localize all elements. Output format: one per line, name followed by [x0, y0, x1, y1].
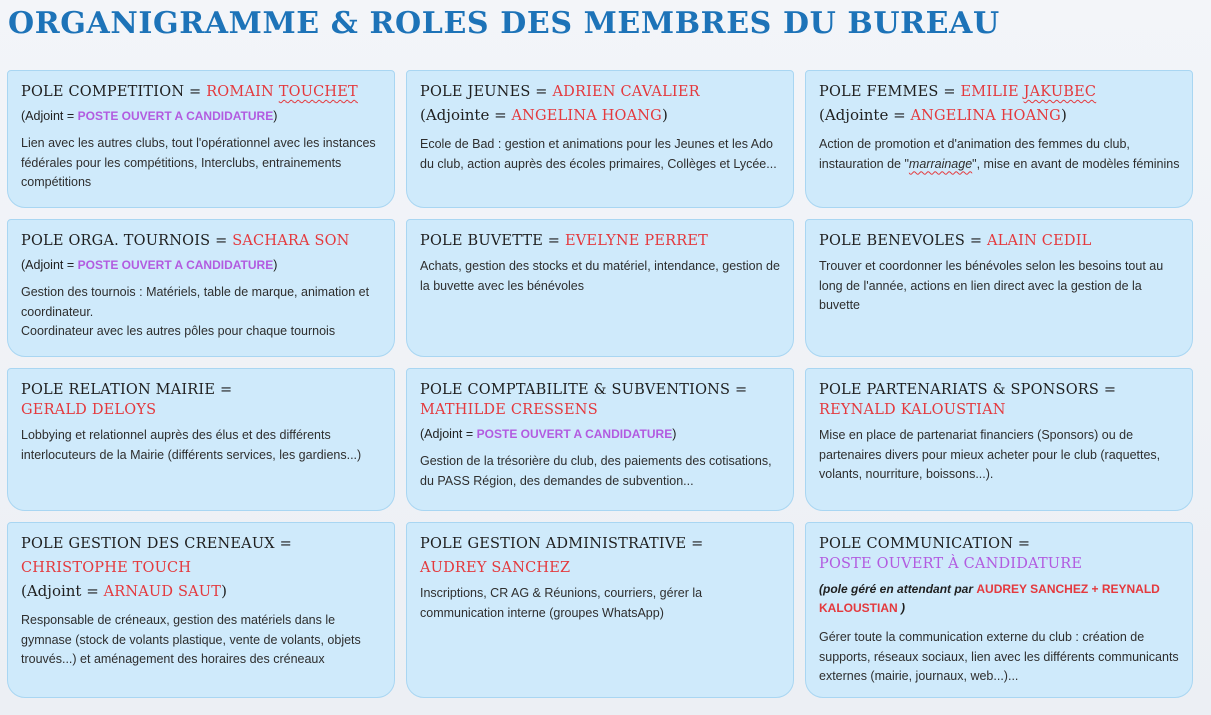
pole-card-jeunes — [406, 70, 794, 208]
pole-leader-name: ROMAIN — [206, 84, 279, 100]
description-emphasis: marrainage — [908, 156, 973, 171]
pole-leader-name: GERALD DELOYS — [21, 402, 157, 418]
pole-leader-surname: JAKUBEC — [1023, 84, 1097, 100]
adjoint-name: ANGELINA HOANG — [910, 108, 1061, 124]
pole-open-position: POSTE OUVERT À CANDIDATURE — [819, 556, 1083, 572]
pole-title — [420, 534, 781, 578]
pole-card-communication — [805, 522, 1193, 698]
adjoint-name: ANGELINA HOANG — [511, 108, 662, 124]
adjoint-prefix: (Adjoint = — [21, 258, 78, 272]
pole-adjoint — [21, 108, 382, 124]
adjoint-suffix: ) — [273, 109, 278, 123]
pole-card-administrative — [406, 522, 794, 698]
adjoint-open-position: POSTE OUVERT A CANDIDATURE — [77, 109, 274, 123]
pole-leader-surname: TOUCHET — [278, 84, 358, 100]
adjoint-suffix: ) — [672, 427, 677, 441]
adjoint-suffix: ) — [661, 106, 668, 124]
pole-adjoint — [819, 104, 1180, 127]
description-line: Gestion des tournois : Matériels, table de marque, animation et coordinateur. — [21, 285, 370, 319]
adjoint-open-position: POSTE OUVERT A CANDIDATURE — [476, 427, 673, 441]
pole-label: POLE COMPTABILITE & SUBVENTIONS = — [420, 382, 748, 398]
pole-title — [21, 534, 382, 578]
pole-title — [21, 82, 382, 102]
adjoint-prefix: (Adjointe = — [420, 106, 512, 124]
pole-adjoint — [21, 580, 382, 603]
pole-description: Lobbying et relationnel auprès des élus et des différents interlocuteurs de la Mairie (différents services, les gardiens...) — [21, 428, 362, 462]
pole-description: Mise en place de partenariat financiers (Sponsors) ou de partenaires divers pour mieux acheter pour le club (raquettes, volants, nourriture, boissons...). — [819, 428, 1161, 481]
pole-description: Achats, gestion des stocks et du matériel, intendance, gestion de la buvette avec les bénévoles — [420, 259, 780, 293]
adjoint-prefix: (Adjoint = — [420, 427, 477, 441]
note-suffix: ) — [897, 601, 906, 615]
pole-title — [21, 380, 382, 420]
pole-adjoint — [420, 104, 781, 127]
pole-title — [420, 82, 781, 102]
pole-description: Responsable de créneaux, gestion des matériels dans le gymnase (stock de volants plastique, vente de volants, objets trouvés...) et aménagement des horaires des créneaux — [21, 613, 361, 666]
pole-title — [21, 231, 382, 251]
pole-description: Trouver et coordonner les bénévoles selon les besoins tout au long de l'année, actions en lien direct avec la gestion de la buvette — [819, 259, 1164, 312]
note-prefix: (pole géré en attendant par — [819, 582, 977, 596]
pole-label: POLE BENEVOLES = — [819, 233, 987, 249]
pole-card-partenariats — [805, 368, 1193, 511]
adjoint-prefix: (Adjointe = — [819, 106, 911, 124]
pole-description: Gérer toute la communication externe du club : création de supports, réseaux sociaux, lien avec les différents communicants externes (mairie, journaux, web...)... — [819, 630, 1179, 683]
pole-description — [21, 283, 382, 342]
pole-leader-name: CHRISTOPHE TOUCH — [21, 560, 192, 576]
pole-leader-name: MATHILDE CRESSENS — [420, 402, 598, 418]
pole-adjoint — [420, 426, 781, 442]
pole-leader-name: ALAIN CEDIL — [987, 233, 1092, 249]
pole-leader-name: AUDREY SANCHEZ — [420, 560, 571, 576]
pole-title — [819, 82, 1180, 102]
description-text: ", mise en avant de modèles féminins — [972, 156, 1180, 171]
pole-interim-note — [819, 580, 1180, 618]
adjoint-open-position: POSTE OUVERT A CANDIDATURE — [77, 258, 274, 272]
pole-label: POLE ORGA. TOURNOIS = — [21, 233, 233, 249]
pole-card-buvette — [406, 219, 794, 357]
pole-label: POLE JEUNES = — [420, 84, 553, 100]
pole-label: POLE COMPETITION = — [21, 84, 207, 100]
pole-adjoint — [21, 257, 382, 273]
pole-card-tournois — [7, 219, 395, 357]
pole-leader-name: ADRIEN CAVALIER — [552, 84, 700, 100]
pole-leader-name: EMILIE — [960, 84, 1024, 100]
pole-card-mairie — [7, 368, 395, 511]
pole-card-competition — [7, 70, 395, 208]
description-text: Action de promotion et d'animation des femmes du club, instauration de " — [819, 137, 1130, 171]
pole-description: Ecole de Bad : gestion et animations pour les Jeunes et les Ado du club, action auprès des écoles primaires, Collèges et Lycée... — [420, 137, 777, 171]
pole-description: Gestion de la trésorière du club, des paiements des cotisations, du PASS Région, des demandes de subvention... — [420, 454, 772, 488]
adjoint-name: ARNAUD SAUT — [103, 584, 222, 600]
adjoint-suffix: ) — [273, 258, 278, 272]
org-chart-grid — [7, 70, 1194, 702]
pole-label: POLE GESTION ADMINISTRATIVE = — [420, 536, 704, 552]
pole-description — [819, 135, 1180, 174]
pole-label: POLE FEMMES = — [819, 84, 961, 100]
adjoint-suffix: ) — [221, 582, 227, 600]
adjoint-suffix: ) — [1060, 106, 1067, 124]
pole-label: POLE PARTENARIATS & SPONSORS = — [819, 382, 1117, 398]
pole-title — [819, 534, 1180, 574]
pole-leader-name: REYNALD KALOUSTIAN — [819, 402, 1006, 418]
pole-title — [420, 231, 781, 251]
pole-title — [819, 380, 1180, 420]
pole-label: POLE RELATION MAIRIE = — [21, 382, 233, 398]
pole-card-femmes — [805, 70, 1193, 208]
pole-card-benevoles — [805, 219, 1193, 357]
pole-label: POLE GESTION DES CRENEAUX = — [21, 536, 292, 552]
pole-title — [819, 231, 1180, 251]
pole-card-comptabilite — [406, 368, 794, 511]
pole-description: Inscriptions, CR AG & Réunions, courriers, gérer la communication interne (groupes WhatsApp) — [420, 586, 703, 620]
pole-card-creneaux — [7, 522, 395, 698]
pole-description: Lien avec les autres clubs, tout l'opérationnel avec les instances fédérales pour les compétitions, Interclubs, entrainements compétitions — [21, 136, 376, 189]
adjoint-prefix: (Adjoint = — [21, 582, 104, 600]
pole-label: POLE COMMUNICATION = — [819, 536, 1031, 552]
pole-label: POLE BUVETTE = — [420, 233, 565, 249]
description-line: Coordinateur avec les autres pôles pour chaque tournois — [21, 324, 336, 338]
page-title: ORGANIGRAMME & ROLES DES MEMBRES DU BUREAU — [8, 6, 1000, 41]
note-interim-names: AUDREY SANCHEZ + REYNALD KALOUSTIAN — [819, 582, 1160, 615]
pole-leader-name: SACHARA SON — [232, 233, 350, 249]
adjoint-prefix: (Adjoint = — [21, 109, 78, 123]
pole-leader-name: EVELYNE PERRET — [564, 233, 708, 249]
pole-title — [420, 380, 781, 420]
